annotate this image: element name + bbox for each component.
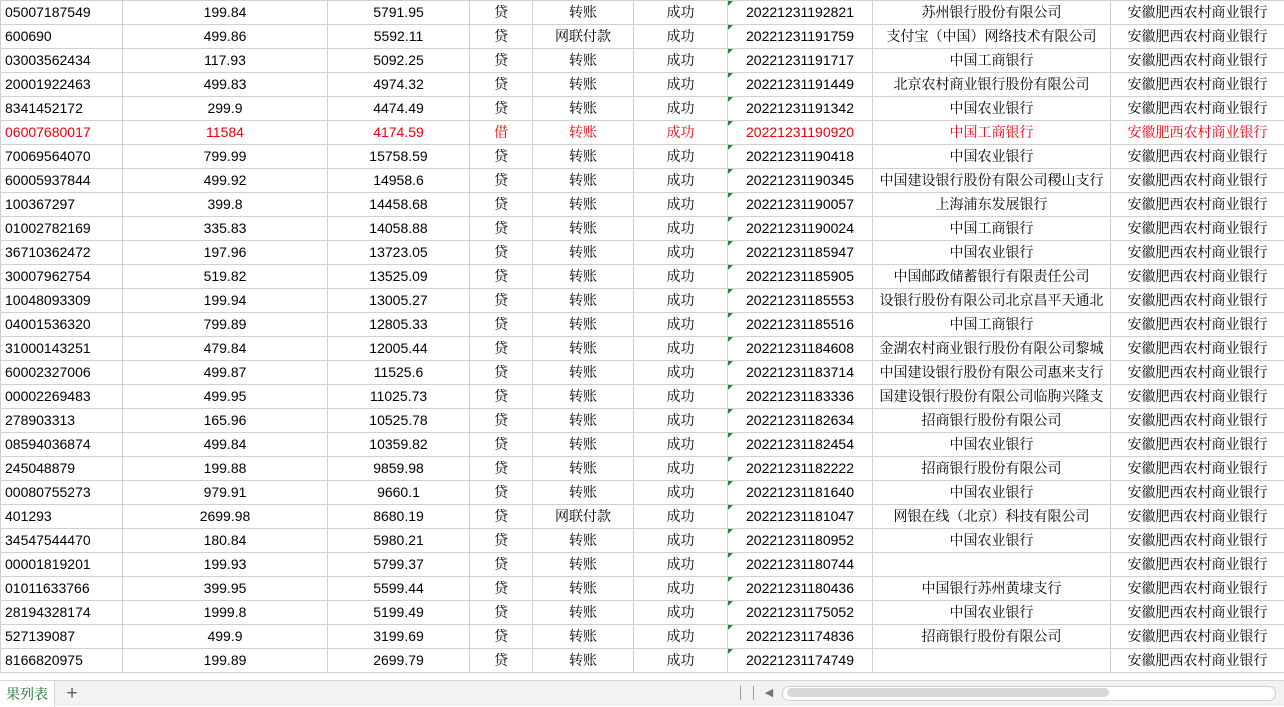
cell-status[interactable]: 成功 <box>634 169 728 193</box>
cell-balance[interactable]: 2699.79 <box>328 649 470 673</box>
cell-status[interactable]: 成功 <box>634 241 728 265</box>
cell-status[interactable]: 成功 <box>634 481 728 505</box>
cell-counterparty_bank[interactable]: 国建设银行股份有限公司临朐兴隆支 <box>873 385 1111 409</box>
cell-txn_type[interactable]: 转账 <box>533 265 634 289</box>
cell-datetime[interactable]: 20221231190345 <box>728 169 873 193</box>
cell-counterparty_bank[interactable]: 中国工商银行 <box>873 217 1111 241</box>
cell-dc_flag[interactable]: 贷 <box>470 97 533 121</box>
cell-account[interactable]: 30007962754 <box>1 265 123 289</box>
cell-txn_type[interactable]: 转账 <box>533 577 634 601</box>
cell-dc_flag[interactable]: 贷 <box>470 145 533 169</box>
cell-counterparty_bank[interactable] <box>873 649 1111 673</box>
cell-own_bank[interactable]: 安徽肥西农村商业银行 <box>1111 457 1284 481</box>
cell-own_bank[interactable]: 安徽肥西农村商业银行 <box>1111 169 1284 193</box>
cell-balance[interactable]: 5092.25 <box>328 49 470 73</box>
cell-account[interactable]: 36710362472 <box>1 241 123 265</box>
cell-datetime[interactable]: 20221231190418 <box>728 145 873 169</box>
cell-counterparty_bank[interactable]: 中国农业银行 <box>873 145 1111 169</box>
cell-account[interactable]: 245048879 <box>1 457 123 481</box>
cell-dc_flag[interactable]: 贷 <box>470 265 533 289</box>
cell-dc_flag[interactable]: 贷 <box>470 337 533 361</box>
cell-balance[interactable]: 5799.37 <box>328 553 470 577</box>
cell-balance[interactable]: 12005.44 <box>328 337 470 361</box>
cell-amount[interactable]: 519.82 <box>123 265 328 289</box>
cell-account[interactable]: 01011633766 <box>1 577 123 601</box>
cell-datetime[interactable]: 20221231174836 <box>728 625 873 649</box>
cell-counterparty_bank[interactable]: 中国农业银行 <box>873 97 1111 121</box>
add-sheet-button[interactable]: + <box>55 681 89 707</box>
cell-counterparty_bank[interactable]: 招商银行股份有限公司 <box>873 625 1111 649</box>
cell-txn_type[interactable]: 转账 <box>533 289 634 313</box>
cell-balance[interactable]: 8680.19 <box>328 505 470 529</box>
cell-dc_flag[interactable]: 贷 <box>470 169 533 193</box>
cell-amount[interactable]: 799.99 <box>123 145 328 169</box>
cell-balance[interactable]: 13005.27 <box>328 289 470 313</box>
cell-txn_type[interactable]: 转账 <box>533 241 634 265</box>
cell-status[interactable]: 成功 <box>634 193 728 217</box>
cell-dc_flag[interactable]: 贷 <box>470 73 533 97</box>
cell-status[interactable]: 成功 <box>634 385 728 409</box>
cell-status[interactable]: 成功 <box>634 145 728 169</box>
cell-counterparty_bank[interactable]: 中国工商银行 <box>873 313 1111 337</box>
cell-dc_flag[interactable]: 贷 <box>470 193 533 217</box>
cell-datetime[interactable]: 20221231180436 <box>728 577 873 601</box>
cell-datetime[interactable]: 20221231185905 <box>728 265 873 289</box>
table-row[interactable] <box>1 1 1284 25</box>
cell-account[interactable]: 8166820975 <box>1 649 123 673</box>
table-row[interactable] <box>1 169 1284 193</box>
grid-body <box>1 1 1284 673</box>
cell-amount[interactable]: 199.93 <box>123 553 328 577</box>
cell-txn_type[interactable]: 转账 <box>533 145 634 169</box>
cell-amount[interactable]: 11584 <box>123 121 328 145</box>
cell-balance[interactable]: 4974.32 <box>328 73 470 97</box>
table-row[interactable] <box>1 97 1284 121</box>
cell-txn_type[interactable]: 转账 <box>533 217 634 241</box>
cell-status[interactable]: 成功 <box>634 625 728 649</box>
cell-own_bank[interactable]: 安徽肥西农村商业银行 <box>1111 577 1284 601</box>
cell-own_bank[interactable]: 安徽肥西农村商业银行 <box>1111 481 1284 505</box>
cell-txn_type[interactable]: 转账 <box>533 73 634 97</box>
cell-amount[interactable]: 335.83 <box>123 217 328 241</box>
cell-balance[interactable]: 9660.1 <box>328 481 470 505</box>
cell-txn_type[interactable]: 转账 <box>533 433 634 457</box>
cell-own_bank[interactable]: 安徽肥西农村商业银行 <box>1111 529 1284 553</box>
cell-own_bank[interactable]: 安徽肥西农村商业银行 <box>1111 1 1284 25</box>
cell-datetime[interactable]: 20221231191449 <box>728 73 873 97</box>
cell-status[interactable]: 成功 <box>634 361 728 385</box>
cell-datetime[interactable]: 20221231182634 <box>728 409 873 433</box>
cell-dc_flag[interactable]: 贷 <box>470 289 533 313</box>
cell-account[interactable]: 8341452172 <box>1 97 123 121</box>
cell-counterparty_bank[interactable] <box>873 553 1111 577</box>
cell-balance[interactable]: 5980.21 <box>328 529 470 553</box>
cell-amount[interactable]: 199.88 <box>123 457 328 481</box>
cell-counterparty_bank[interactable]: 中国农业银行 <box>873 481 1111 505</box>
table-row[interactable] <box>1 241 1284 265</box>
cell-balance[interactable]: 13723.05 <box>328 241 470 265</box>
cell-datetime[interactable]: 20221231185553 <box>728 289 873 313</box>
cell-status[interactable]: 成功 <box>634 73 728 97</box>
cell-datetime[interactable]: 20221231175052 <box>728 601 873 625</box>
cell-own_bank[interactable]: 安徽肥西农村商业银行 <box>1111 625 1284 649</box>
cell-account[interactable]: 100367297 <box>1 193 123 217</box>
cell-amount[interactable]: 499.95 <box>123 385 328 409</box>
cell-counterparty_bank[interactable]: 中国建设银行股份有限公司稷山支行 <box>873 169 1111 193</box>
table-row[interactable] <box>1 457 1284 481</box>
cell-datetime[interactable]: 20221231190024 <box>728 217 873 241</box>
table-row[interactable] <box>1 25 1284 49</box>
cell-balance[interactable]: 14958.6 <box>328 169 470 193</box>
table-row[interactable] <box>1 361 1284 385</box>
cell-amount[interactable]: 499.83 <box>123 73 328 97</box>
cell-status[interactable]: 成功 <box>634 601 728 625</box>
table-row[interactable] <box>1 481 1284 505</box>
cell-txn_type[interactable]: 转账 <box>533 337 634 361</box>
cell-account[interactable]: 600690 <box>1 25 123 49</box>
table-row[interactable] <box>1 73 1284 97</box>
cell-datetime[interactable]: 20221231182454 <box>728 433 873 457</box>
cell-balance[interactable]: 4174.59 <box>328 121 470 145</box>
cell-amount[interactable]: 199.94 <box>123 289 328 313</box>
cell-own_bank[interactable]: 安徽肥西农村商业银行 <box>1111 49 1284 73</box>
cell-counterparty_bank[interactable]: 招商银行股份有限公司 <box>873 457 1111 481</box>
cell-balance[interactable]: 11525.6 <box>328 361 470 385</box>
cell-counterparty_bank[interactable]: 北京农村商业银行股份有限公司 <box>873 73 1111 97</box>
cell-status[interactable]: 成功 <box>634 553 728 577</box>
cell-balance[interactable]: 15758.59 <box>328 145 470 169</box>
cell-datetime[interactable]: 20221231182222 <box>728 457 873 481</box>
cell-datetime[interactable]: 20221231180744 <box>728 553 873 577</box>
table-row[interactable] <box>1 265 1284 289</box>
cell-own_bank[interactable]: 安徽肥西农村商业银行 <box>1111 73 1284 97</box>
table-row[interactable] <box>1 433 1284 457</box>
cell-account[interactable]: 278903313 <box>1 409 123 433</box>
cell-counterparty_bank[interactable]: 中国农业银行 <box>873 529 1111 553</box>
cell-amount[interactable]: 499.87 <box>123 361 328 385</box>
cell-account[interactable]: 08594036874 <box>1 433 123 457</box>
cell-txn_type[interactable]: 转账 <box>533 361 634 385</box>
cell-own_bank[interactable]: 安徽肥西农村商业银行 <box>1111 193 1284 217</box>
cell-amount[interactable]: 117.93 <box>123 49 328 73</box>
cell-txn_type[interactable]: 转账 <box>533 529 634 553</box>
cell-amount[interactable]: 499.9 <box>123 625 328 649</box>
cell-account[interactable]: 60005937844 <box>1 169 123 193</box>
cell-balance[interactable]: 14058.88 <box>328 217 470 241</box>
cell-account[interactable]: 03003562434 <box>1 49 123 73</box>
cell-own_bank[interactable]: 安徽肥西农村商业银行 <box>1111 265 1284 289</box>
cell-dc_flag[interactable]: 贷 <box>470 1 533 25</box>
cell-dc_flag[interactable]: 贷 <box>470 241 533 265</box>
cell-dc_flag[interactable]: 贷 <box>470 529 533 553</box>
cell-counterparty_bank[interactable]: 中国工商银行 <box>873 121 1111 145</box>
table-row[interactable] <box>1 193 1284 217</box>
cell-own_bank[interactable]: 安徽肥西农村商业银行 <box>1111 289 1284 313</box>
cell-own_bank[interactable]: 安徽肥西农村商业银行 <box>1111 601 1284 625</box>
table-row[interactable] <box>1 145 1284 169</box>
cell-amount[interactable]: 165.96 <box>123 409 328 433</box>
cell-dc_flag[interactable]: 贷 <box>470 577 533 601</box>
cell-own_bank[interactable]: 安徽肥西农村商业银行 <box>1111 241 1284 265</box>
cell-own_bank[interactable]: 安徽肥西农村商业银行 <box>1111 97 1284 121</box>
cell-counterparty_bank[interactable]: 设银行股份有限公司北京昌平天通北 <box>873 289 1111 313</box>
cell-txn_type[interactable]: 转账 <box>533 1 634 25</box>
cell-txn_type[interactable]: 转账 <box>533 649 634 673</box>
cell-status[interactable]: 成功 <box>634 49 728 73</box>
cell-balance[interactable]: 3199.69 <box>328 625 470 649</box>
cell-datetime[interactable]: 20221231181047 <box>728 505 873 529</box>
cell-amount[interactable]: 197.96 <box>123 241 328 265</box>
cell-txn_type[interactable]: 转账 <box>533 601 634 625</box>
cell-datetime[interactable]: 20221231191759 <box>728 25 873 49</box>
cell-status[interactable]: 成功 <box>634 505 728 529</box>
cell-amount[interactable]: 399.8 <box>123 193 328 217</box>
cell-status[interactable]: 成功 <box>634 457 728 481</box>
cell-balance[interactable]: 4474.49 <box>328 97 470 121</box>
table-row[interactable] <box>1 553 1284 577</box>
cell-datetime[interactable]: 20221231180952 <box>728 529 873 553</box>
cell-dc_flag[interactable]: 贷 <box>470 457 533 481</box>
cell-amount[interactable]: 199.89 <box>123 649 328 673</box>
cell-datetime[interactable]: 20221231181640 <box>728 481 873 505</box>
cell-dc_flag[interactable]: 贷 <box>470 49 533 73</box>
cell-dc_flag[interactable]: 贷 <box>470 625 533 649</box>
cell-own_bank[interactable]: 安徽肥西农村商业银行 <box>1111 121 1284 145</box>
cell-status[interactable]: 成功 <box>634 409 728 433</box>
cell-amount[interactable]: 499.92 <box>123 169 328 193</box>
cell-status[interactable]: 成功 <box>634 577 728 601</box>
cell-own_bank[interactable]: 安徽肥西农村商业银行 <box>1111 313 1284 337</box>
cell-counterparty_bank[interactable]: 支付宝（中国）网络技术有限公司 <box>873 25 1111 49</box>
cell-dc_flag[interactable]: 贷 <box>470 433 533 457</box>
cell-txn_type[interactable]: 网联付款 <box>533 25 634 49</box>
cell-balance[interactable]: 5791.95 <box>328 1 470 25</box>
cell-account[interactable]: 01002782169 <box>1 217 123 241</box>
cell-status[interactable]: 成功 <box>634 337 728 361</box>
cell-amount[interactable]: 180.84 <box>123 529 328 553</box>
cell-dc_flag[interactable]: 贷 <box>470 217 533 241</box>
cell-account[interactable]: 00001819201 <box>1 553 123 577</box>
cell-counterparty_bank[interactable]: 中国邮政储蓄银行有限责任公司 <box>873 265 1111 289</box>
table-row[interactable] <box>1 385 1284 409</box>
cell-counterparty_bank[interactable]: 中国农业银行 <box>873 241 1111 265</box>
sheet-tab-results[interactable]: 果列表 <box>0 681 55 707</box>
cell-status[interactable]: 成功 <box>634 97 728 121</box>
cell-amount[interactable]: 399.95 <box>123 577 328 601</box>
cell-dc_flag[interactable]: 贷 <box>470 361 533 385</box>
cell-txn_type[interactable]: 转账 <box>533 169 634 193</box>
cell-datetime[interactable]: 20221231191717 <box>728 49 873 73</box>
cell-own_bank[interactable]: 安徽肥西农村商业银行 <box>1111 145 1284 169</box>
cell-own_bank[interactable]: 安徽肥西农村商业银行 <box>1111 385 1284 409</box>
cell-datetime[interactable]: 20221231190057 <box>728 193 873 217</box>
cell-datetime[interactable]: 20221231184608 <box>728 337 873 361</box>
cell-counterparty_bank[interactable]: 中国农业银行 <box>873 601 1111 625</box>
cell-own_bank[interactable]: 安徽肥西农村商业银行 <box>1111 433 1284 457</box>
cell-txn_type[interactable]: 转账 <box>533 625 634 649</box>
table-row[interactable] <box>1 577 1284 601</box>
cell-dc_flag[interactable]: 贷 <box>470 505 533 529</box>
horizontal-scrollbar-thumb[interactable] <box>787 688 1109 697</box>
horizontal-scrollbar-track[interactable] <box>782 686 1276 701</box>
cell-txn_type[interactable]: 转账 <box>533 481 634 505</box>
cell-account[interactable]: 70069564070 <box>1 145 123 169</box>
cell-counterparty_bank[interactable]: 中国银行苏州黄埭支行 <box>873 577 1111 601</box>
cell-status[interactable]: 成功 <box>634 265 728 289</box>
cell-own_bank[interactable]: 安徽肥西农村商业银行 <box>1111 553 1284 577</box>
cell-balance[interactable]: 5592.11 <box>328 25 470 49</box>
cell-txn_type[interactable]: 转账 <box>533 193 634 217</box>
cell-account[interactable]: 28194328174 <box>1 601 123 625</box>
cell-account[interactable]: 10048093309 <box>1 289 123 313</box>
table-row[interactable] <box>1 649 1284 673</box>
cell-dc_flag[interactable]: 贷 <box>470 553 533 577</box>
cell-datetime[interactable]: 20221231190920 <box>728 121 873 145</box>
cell-balance[interactable]: 10359.82 <box>328 433 470 457</box>
cell-txn_type[interactable]: 转账 <box>533 457 634 481</box>
cell-amount[interactable]: 479.84 <box>123 337 328 361</box>
cell-amount[interactable]: 499.84 <box>123 433 328 457</box>
table-row[interactable] <box>1 505 1284 529</box>
cell-status[interactable]: 成功 <box>634 289 728 313</box>
cell-account[interactable]: 527139087 <box>1 625 123 649</box>
cell-txn_type[interactable]: 转账 <box>533 97 634 121</box>
sheet-tab-area[interactable] <box>0 681 89 707</box>
cell-dc_flag[interactable]: 贷 <box>470 481 533 505</box>
cell-status[interactable]: 成功 <box>634 433 728 457</box>
cell-status[interactable]: 成功 <box>634 121 728 145</box>
cell-account[interactable]: 06007680017 <box>1 121 123 145</box>
table-row[interactable] <box>1 337 1284 361</box>
cell-amount[interactable]: 199.84 <box>123 1 328 25</box>
cell-status[interactable]: 成功 <box>634 649 728 673</box>
cell-balance[interactable]: 5199.49 <box>328 601 470 625</box>
cell-dc_flag[interactable]: 贷 <box>470 313 533 337</box>
cell-amount[interactable]: 1999.8 <box>123 601 328 625</box>
cell-own_bank[interactable]: 安徽肥西农村商业银行 <box>1111 217 1284 241</box>
cell-own_bank[interactable]: 安徽肥西农村商业银行 <box>1111 337 1284 361</box>
cell-balance[interactable]: 9859.98 <box>328 457 470 481</box>
cell-txn_type[interactable]: 转账 <box>533 409 634 433</box>
cell-datetime[interactable]: 20221231192821 <box>728 1 873 25</box>
cell-datetime[interactable]: 20221231185516 <box>728 313 873 337</box>
cell-txn_type[interactable]: 网联付款 <box>533 505 634 529</box>
table-row[interactable] <box>1 313 1284 337</box>
cell-status[interactable]: 成功 <box>634 25 728 49</box>
cell-account[interactable]: 34547544470 <box>1 529 123 553</box>
cell-account[interactable]: 00002269483 <box>1 385 123 409</box>
cell-balance[interactable]: 11025.73 <box>328 385 470 409</box>
cell-balance[interactable]: 14458.68 <box>328 193 470 217</box>
cell-balance[interactable]: 12805.33 <box>328 313 470 337</box>
cell-datetime[interactable]: 20221231185947 <box>728 241 873 265</box>
cell-dc_flag[interactable]: 贷 <box>470 409 533 433</box>
cell-account[interactable]: 401293 <box>1 505 123 529</box>
cell-datetime[interactable]: 20221231191342 <box>728 97 873 121</box>
cell-own_bank[interactable]: 安徽肥西农村商业银行 <box>1111 505 1284 529</box>
table-row[interactable] <box>1 409 1284 433</box>
cell-dc_flag[interactable]: 贷 <box>470 649 533 673</box>
table-row[interactable] <box>1 529 1284 553</box>
cell-account[interactable]: 05007187549 <box>1 1 123 25</box>
cell-counterparty_bank[interactable]: 上海浦东发展银行 <box>873 193 1111 217</box>
cell-amount[interactable]: 2699.98 <box>123 505 328 529</box>
cell-own_bank[interactable]: 安徽肥西农村商业银行 <box>1111 649 1284 673</box>
cell-own_bank[interactable]: 安徽肥西农村商业银行 <box>1111 409 1284 433</box>
cell-txn_type[interactable]: 转账 <box>533 553 634 577</box>
cell-dc_flag[interactable]: 贷 <box>470 601 533 625</box>
cell-counterparty_bank[interactable]: 网银在线（北京）科技有限公司 <box>873 505 1111 529</box>
cell-txn_type[interactable]: 转账 <box>533 385 634 409</box>
cell-account[interactable]: 04001536320 <box>1 313 123 337</box>
table-row[interactable] <box>1 49 1284 73</box>
cell-status[interactable]: 成功 <box>634 529 728 553</box>
cell-dc_flag[interactable]: 贷 <box>470 25 533 49</box>
cell-counterparty_bank[interactable]: 苏州银行股份有限公司 <box>873 1 1111 25</box>
cell-amount[interactable]: 299.9 <box>123 97 328 121</box>
cell-amount[interactable]: 799.89 <box>123 313 328 337</box>
sheet-bottom-bar <box>0 680 1284 706</box>
cell-balance[interactable]: 13525.09 <box>328 265 470 289</box>
cell-amount[interactable]: 499.86 <box>123 25 328 49</box>
split-handle[interactable] <box>740 686 754 700</box>
table-row[interactable] <box>1 601 1284 625</box>
cell-dc_flag[interactable]: 借 <box>470 121 533 145</box>
cell-own_bank[interactable]: 安徽肥西农村商业银行 <box>1111 361 1284 385</box>
table-row[interactable] <box>1 217 1284 241</box>
cell-datetime[interactable]: 20221231183714 <box>728 361 873 385</box>
cell-counterparty_bank[interactable]: 中国建设银行股份有限公司惠来支行 <box>873 361 1111 385</box>
cell-counterparty_bank[interactable]: 中国工商银行 <box>873 49 1111 73</box>
table-row[interactable] <box>1 121 1284 145</box>
cell-counterparty_bank[interactable]: 中国农业银行 <box>873 433 1111 457</box>
cell-txn_type[interactable]: 转账 <box>533 313 634 337</box>
cell-counterparty_bank[interactable]: 金湖农村商业银行股份有限公司黎城 <box>873 337 1111 361</box>
table-row[interactable] <box>1 625 1284 649</box>
table-row[interactable] <box>1 289 1284 313</box>
cell-account[interactable]: 20001922463 <box>1 73 123 97</box>
cell-datetime[interactable]: 20221231174749 <box>728 649 873 673</box>
cell-datetime[interactable]: 20221231183336 <box>728 385 873 409</box>
cell-own_bank[interactable]: 安徽肥西农村商业银行 <box>1111 25 1284 49</box>
cell-txn_type[interactable]: 转账 <box>533 49 634 73</box>
cell-account[interactable]: 00080755273 <box>1 481 123 505</box>
cell-dc_flag[interactable]: 贷 <box>470 385 533 409</box>
cell-amount[interactable]: 979.91 <box>123 481 328 505</box>
cell-status[interactable]: 成功 <box>634 313 728 337</box>
cell-counterparty_bank[interactable]: 招商银行股份有限公司 <box>873 409 1111 433</box>
horizontal-scroll-zone[interactable] <box>740 682 1280 704</box>
cell-status[interactable]: 成功 <box>634 1 728 25</box>
cell-balance[interactable]: 10525.78 <box>328 409 470 433</box>
cell-balance[interactable]: 5599.44 <box>328 577 470 601</box>
cell-account[interactable]: 31000143251 <box>1 337 123 361</box>
cell-txn_type[interactable]: 转账 <box>533 121 634 145</box>
cell-account[interactable]: 60002327006 <box>1 361 123 385</box>
scroll-left-icon[interactable]: ◀ <box>760 685 778 701</box>
cell-status[interactable]: 成功 <box>634 217 728 241</box>
